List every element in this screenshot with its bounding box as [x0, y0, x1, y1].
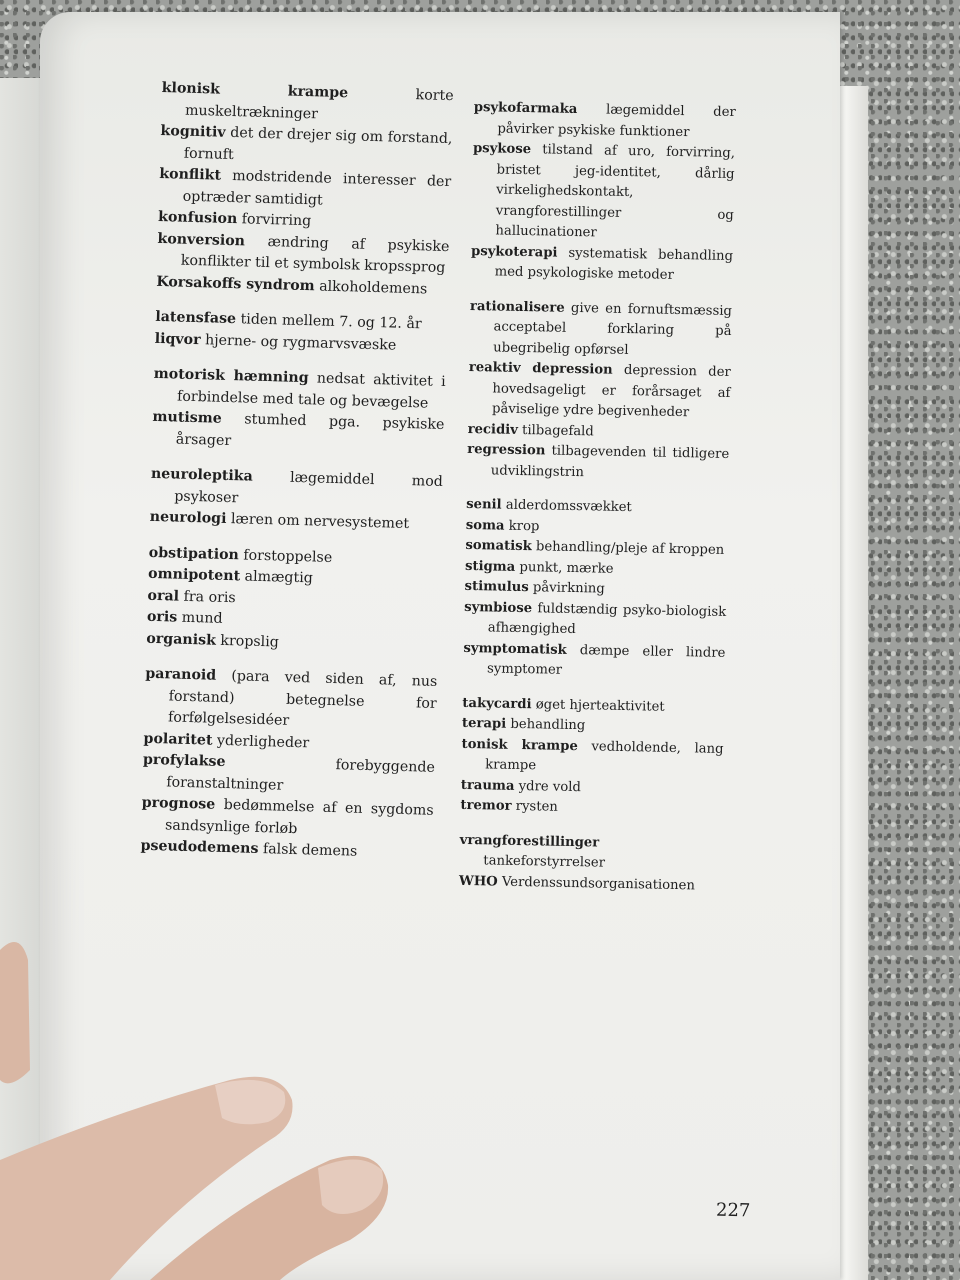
glossary-definition: alderdomssvækket: [505, 497, 632, 516]
glossary-term: paranoid: [145, 665, 217, 684]
glossary-term: konversion: [157, 230, 246, 249]
glossary-term: Korsakoffs syndrom: [156, 273, 315, 294]
glossary-term: tremor: [460, 797, 512, 814]
glossary-definition: almægtig: [244, 568, 314, 587]
glossary-definition: alkoholdemens: [318, 277, 428, 297]
glossary-left-column: [140, 78, 454, 865]
glossary-term: neurologi: [149, 508, 227, 527]
glossary-term: latensfase: [155, 308, 237, 328]
glossary-definition: give en fornuftsmæssig acceptabel forklaring på ubegribelig opførsel: [493, 300, 733, 358]
glossary-definition: rysten: [515, 798, 559, 815]
glossary-entry: [470, 241, 733, 287]
glossary-term: stimulus: [464, 578, 529, 596]
glossary-definition: punkt, mærke: [519, 559, 614, 577]
glossary-definition: depression der hovedsageligt er forårsaget af påviselige ydre begivenheder: [491, 362, 731, 421]
glossary-definition: øget hjerteaktivitet: [535, 696, 665, 715]
glossary-definition: yderligheder: [216, 732, 310, 751]
glossary-definition: tankeforstyrrelser: [483, 853, 606, 871]
glossary-definition: det der drejer sig om forstand, fornuft: [183, 124, 453, 163]
glossary-term: organisk: [146, 630, 217, 649]
glossary-definition: dæmpe eller lindre symptomer: [486, 642, 726, 678]
glossary-definition: stumhed pga. psykiske årsager: [175, 411, 445, 449]
glossary-definition: vedholdende, lang krampe: [485, 738, 724, 774]
glossary-definition: påvirkning: [532, 580, 605, 597]
glossary-entry: [469, 296, 732, 363]
glossary-term: oris: [146, 608, 178, 626]
glossary-term: psykose: [472, 140, 532, 158]
glossary-term: prognose: [141, 794, 216, 813]
glossary-entry: [464, 597, 727, 643]
glossary-term: symbiose: [464, 599, 533, 616]
glossary-definition: Verdenssundsorganisationen: [501, 874, 696, 893]
glossary-definition: nedsat aktivitet i forbindelse med tale og bevægelse: [176, 370, 446, 412]
glossary-term: recidiv: [467, 421, 519, 438]
glossary-term: klonisk krampe: [161, 79, 349, 102]
glossary-definition: tilbagefald: [521, 422, 594, 439]
glossary-term: pseudodemens: [140, 837, 259, 857]
glossary-definition: bedømmelse af en sygdoms sandsynlige forløb: [164, 797, 434, 837]
glossary-entry: [459, 830, 722, 876]
glossary-term: profylakse: [142, 751, 226, 771]
glossary-definition: tilbagevenden til tidligere udviklingstrin: [490, 443, 730, 480]
glossary-term: symptomatisk: [463, 640, 567, 658]
glossary-term: obstipation: [148, 544, 240, 563]
glossary-entry: [152, 407, 445, 458]
glossary-right-column: [459, 98, 736, 897]
glossary-entry: [463, 638, 726, 684]
glossary-term: senil: [466, 496, 502, 513]
glossary-term: rationalisere: [469, 298, 565, 316]
glossary-term: psykofarmaka: [473, 99, 578, 117]
glossary-term: vrangforestillinger: [459, 832, 600, 851]
glossary-entry: [461, 734, 724, 780]
glossary-term: konflikt: [159, 165, 222, 184]
glossary-definition: korte muskeltrækninger: [184, 87, 454, 122]
glossary-term: psykoterapi: [470, 243, 558, 261]
glossary-term: neuroleptika: [150, 465, 254, 485]
glossary-definition: hjerne- og rygmarvsvæske: [204, 331, 397, 354]
glossary-term: regression: [467, 441, 546, 459]
glossary-entry: [157, 228, 450, 279]
glossary-term: tonisk krampe: [461, 736, 578, 754]
glossary-entry: [467, 440, 730, 486]
glossary-definition: krop: [508, 518, 540, 534]
glossary-definition: tiden mellem 7. og 12. år: [240, 311, 422, 333]
glossary-term: kognitiv: [160, 122, 226, 141]
glossary-definition: (para ved siden af, nus forstand) betegnelse for forfølgelsesidéer: [167, 668, 438, 729]
glossary-definition: systematisk behandling med psykologiske metoder: [494, 245, 734, 283]
glossary-definition: forvirring: [241, 211, 312, 230]
glossary-term: reaktiv depression: [468, 359, 613, 378]
glossary-term: trauma: [460, 777, 515, 794]
glossary-term: konfusion: [157, 208, 238, 228]
glossary-term: terapi: [461, 715, 507, 732]
glossary-definition: forstoppelse: [243, 546, 333, 566]
glossary-entry: [471, 139, 735, 247]
glossary-term: motorisk hæmning: [153, 365, 309, 387]
glossary-definition: forebyggende foranstaltninger: [166, 757, 436, 794]
glossary-term: polaritet: [143, 730, 213, 749]
glossary-term: omnipotent: [147, 565, 241, 585]
page-number: 227: [715, 1199, 751, 1222]
glossary-entry: [473, 98, 736, 144]
glossary-definition: behandling/pleje af kroppen: [535, 539, 725, 558]
glossary-definition: fuldstændig psyko-biologisk afhængighed: [487, 600, 727, 638]
glossary-term: soma: [465, 517, 505, 534]
glossary-term: WHO: [458, 873, 498, 890]
glossary-definition: lægemiddel mod psykoser: [174, 469, 444, 506]
glossary-definition: behandling: [510, 716, 586, 734]
glossary-definition: ændring af psykiske konflikter til et symbolsk kropssprog: [180, 233, 450, 276]
glossary-term: liqvor: [154, 330, 201, 348]
glossary-definition: lægemiddel der påvirker psykiske funktioner: [497, 102, 736, 140]
glossary-definition: ydre vold: [518, 778, 582, 795]
glossary-definition: tilstand af uro, forvirring, bristet jeg-identitet, dårlig virkelighedskontakt, vrangforestillinger og hallucinationer: [495, 142, 736, 241]
glossary-definition: læren om nervesystemet: [230, 511, 410, 533]
glossary-entry: [468, 358, 731, 425]
glossary-term: takycardi: [462, 695, 532, 712]
glossary-entry: [144, 664, 438, 737]
glossary-definition: modstridende interesser der optræder samtidigt: [182, 168, 452, 209]
glossary-definition: fra oris: [183, 588, 236, 606]
glossary-definition: falsk demens: [262, 841, 358, 860]
glossary-term: mutisme: [152, 408, 223, 427]
glossary-term: somatisk: [465, 537, 532, 555]
glossary-term: oral: [147, 587, 180, 605]
glossary-term: stigma: [464, 558, 516, 575]
glossary-definition: kropslig: [220, 632, 280, 650]
glossary-definition: mund: [181, 609, 223, 627]
